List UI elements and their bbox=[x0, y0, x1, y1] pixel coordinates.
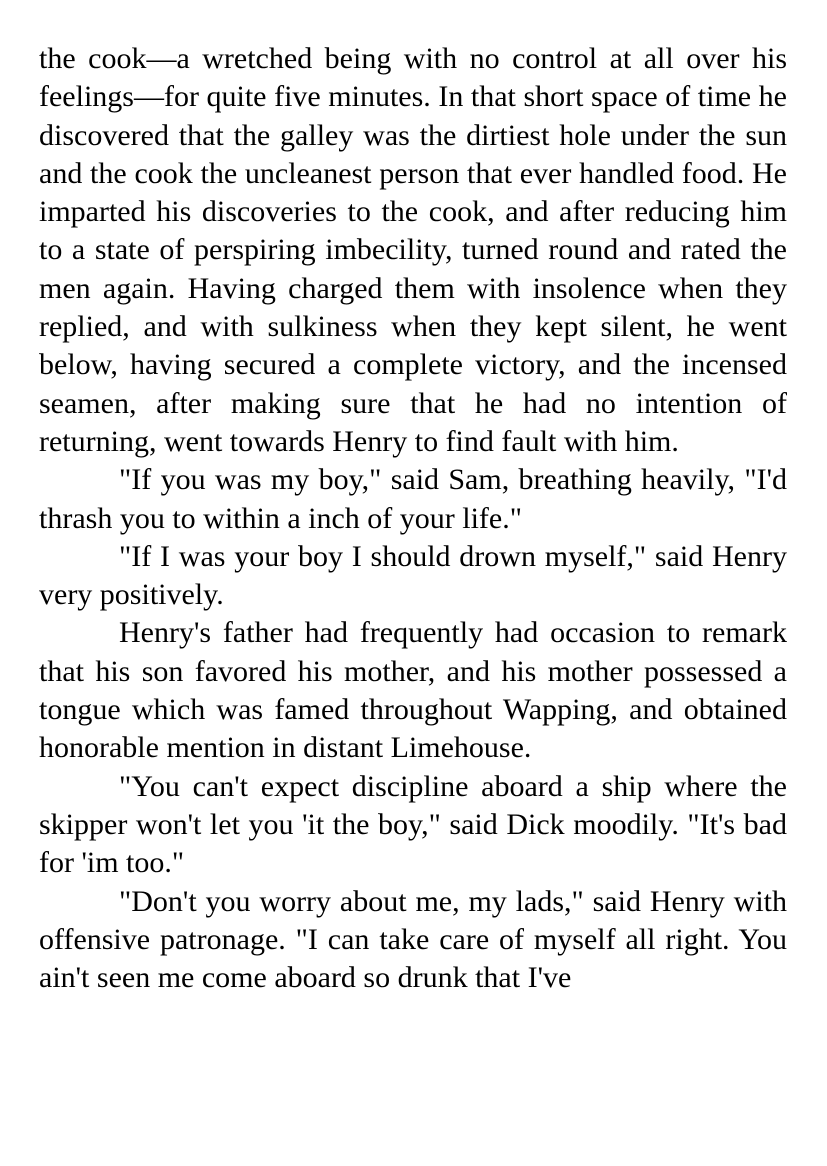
paragraph: Henry's father had frequently had occasion to remark that his son favored his mother, and his mother possessed a tongue which was famed throughout Wapping, and obtained honorable mention in distant Limehouse. bbox=[39, 616, 787, 765]
paragraph: the cook—a wretched being with no control at all over his feelings—for quite five minutes. In that short space of time he discovered that the galley was the dirtiest hole under the sun and the cook the uncleanest person that ever handled food. He imparted his discoveries to the cook, and after reducing him to a state of perspiring imbecility, turned round and rated the men again. Having charged them with insolence when they replied, and with sulkiness when they kept silent, he went below, having secured a complete victory, and the incensed seamen, after making sure that he had no intention of returning, went towards Henry to find fault with him. bbox=[39, 42, 787, 458]
page-body bbox=[39, 40, 787, 997]
paragraph: "If you was my boy," said Sam, breathing heavily, "I'd thrash you to within a inch of your life." bbox=[39, 463, 787, 535]
paragraph: "Don't you worry about me, my lads," said Henry with offensive patronage. "I can take care of myself all right. You ain't seen me come aboard so drunk that I've bbox=[39, 884, 787, 995]
paragraph: "If I was your boy I should drown myself," said Henry very positively. bbox=[39, 539, 787, 612]
paragraph: "You can't expect discipline aboard a ship where the skipper won't let you 'it the boy," said Dick moodily. "It's bad for 'im too." bbox=[39, 769, 787, 880]
